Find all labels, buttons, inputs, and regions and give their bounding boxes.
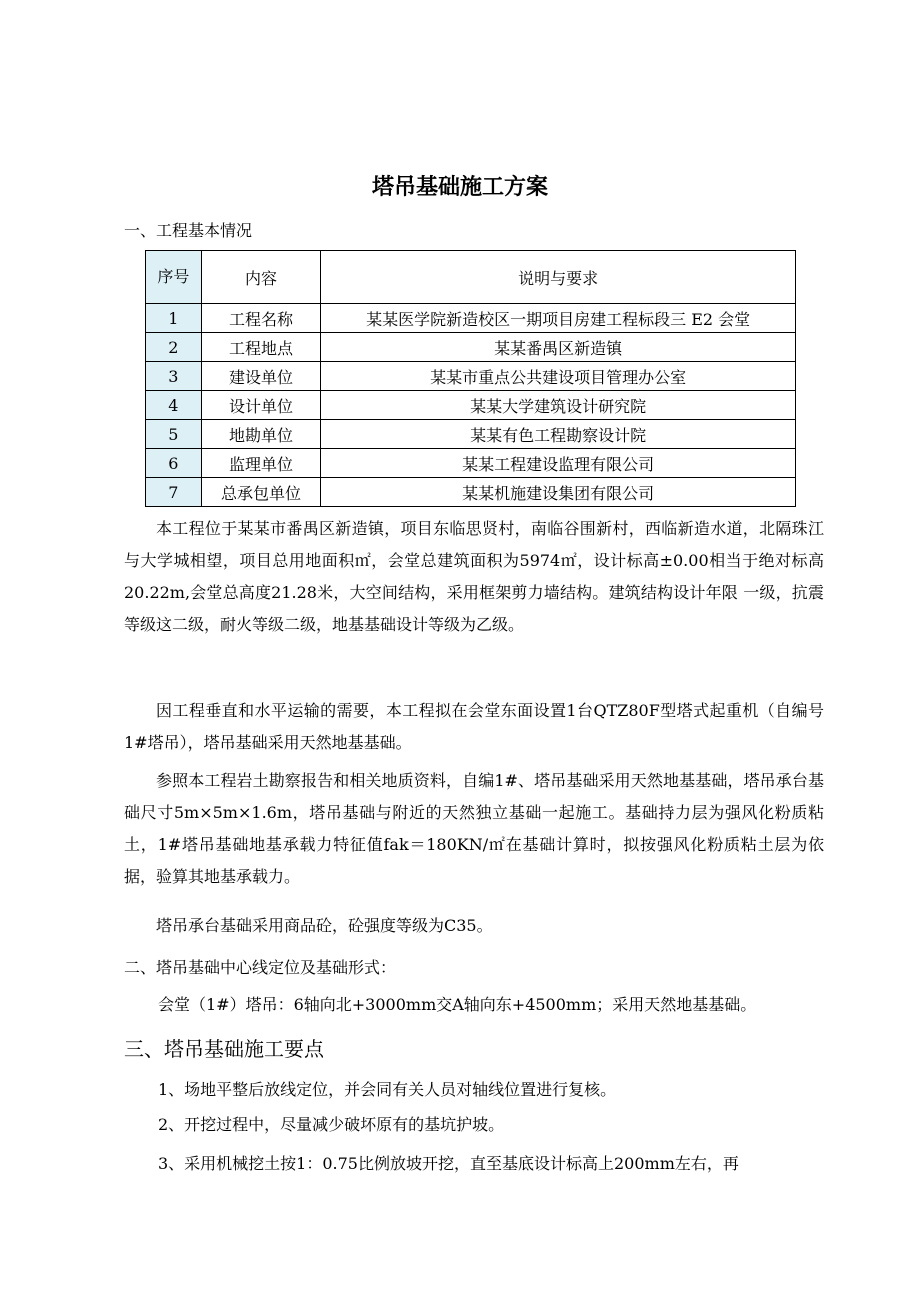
list-item: 3、采用机械挖土按1：0.75比例放坡开挖，直至基底设计标高上200mm左右，再	[158, 1154, 739, 1173]
section-2-text: 会堂（1#）塔吊：6轴向北+3000mm交A轴向东+4500mm；采用天然地基基础。	[158, 995, 757, 1014]
cell-content: 建设单位	[201, 362, 320, 391]
paragraph-crane-setup: 因工程垂直和水平运输的需要，本工程拟在会堂东面设置1台QTZ80F型塔式起重机（自编号1#塔吊），塔吊基础采用天然地基基础。	[124, 701, 824, 752]
cell-desc: 某某有色工程勘察设计院	[321, 420, 796, 449]
cell-desc: 某某机施建设集团有限公司	[321, 478, 796, 507]
cell-content: 监理单位	[201, 449, 320, 478]
section-2-heading: 二、塔吊基础中心线定位及基础形式：	[124, 958, 397, 977]
cell-no: 4	[146, 391, 202, 420]
cell-no: 7	[146, 478, 202, 507]
cell-no: 5	[146, 420, 202, 449]
header-no: 序号	[146, 251, 202, 304]
header-content: 内容	[201, 251, 320, 304]
table-row	[146, 478, 796, 507]
cell-content: 设计单位	[201, 391, 320, 420]
paragraph-project-location: 本工程位于某某市番禺区新造镇，项目东临思贤村，南临谷围新村，西临新造水道，北隔珠江与大学城相望，项目总用地面积㎡，会堂总建筑面积为5974㎡，设计标高±0.00相当于绝对标高20.22m,会堂总高度21.28米，大空间结构，采用框架剪力墙结构。建筑结构设计年限 一级，抗震等级这二级，耐火等级二级，地基基础设计等级为乙级。	[124, 519, 824, 634]
paragraph-foundation-basis: 参照本工程岩土勘察报告和相关地质资料，自编1#、塔吊基础采用天然地基基础，塔吊承台基础尺寸5m×5m×1.6m，塔吊基础与附近的天然独立基础一起施工。基础持力层为强风化粉质粘土，1#塔吊基础地基承载力特征值fak＝180KN/㎡在基础计算时，拟按强风化粉质粘土层为依据，验算其地基承载力。	[124, 771, 824, 886]
section-3-heading: 三、塔吊基础施工要点	[124, 1037, 324, 1061]
list-item: 1、场地平整后放线定位，并会同有关人员对轴线位置进行复核。	[158, 1080, 617, 1099]
paragraph-concrete: 塔吊承台基础采用商品砼，砼强度等级为C35。	[156, 916, 493, 935]
table-row	[146, 304, 796, 333]
table-header-row	[146, 251, 796, 304]
cell-desc: 某某医学院新造校区一期项目房建工程标段三 E2 会堂	[321, 304, 796, 333]
header-desc: 说明与要求	[321, 251, 796, 304]
cell-content: 总承包单位	[201, 478, 320, 507]
list-item: 2、开挖过程中，尽量减少破坏原有的基坑护坡。	[158, 1115, 505, 1134]
cell-content: 工程名称	[201, 304, 320, 333]
cell-content: 工程地点	[201, 333, 320, 362]
cell-desc: 某某工程建设监理有限公司	[321, 449, 796, 478]
cell-desc: 某某市重点公共建设项目管理办公室	[321, 362, 796, 391]
section-1-heading: 一、工程基本情况	[124, 221, 253, 240]
cell-no: 2	[146, 333, 202, 362]
table-row	[146, 420, 796, 449]
cell-desc: 某某番禺区新造镇	[321, 333, 796, 362]
document-title: 塔吊基础施工方案	[371, 175, 548, 200]
project-info-table	[145, 250, 796, 507]
cell-no: 6	[146, 449, 202, 478]
table-row	[146, 449, 796, 478]
cell-no: 1	[146, 304, 202, 333]
cell-no: 3	[146, 362, 202, 391]
table-row	[146, 391, 796, 420]
cell-content: 地勘单位	[201, 420, 320, 449]
cell-desc: 某某大学建筑设计研究院	[321, 391, 796, 420]
table-row	[146, 362, 796, 391]
table-row	[146, 333, 796, 362]
